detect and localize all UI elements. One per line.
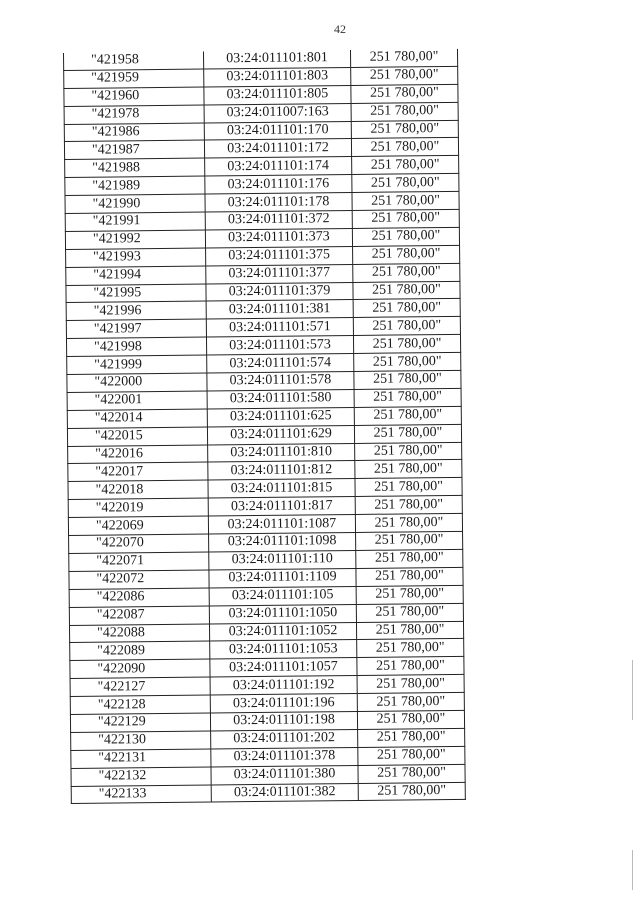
- cadastral-number-cell: 03:24:011101:377: [206, 264, 353, 283]
- amount-cell: 251 780,00": [355, 442, 462, 461]
- cadastral-number-cell: 03:24:011101:380: [211, 765, 358, 784]
- cadastral-number-cell: 03:24:011101:202: [211, 729, 358, 748]
- cadastral-number-cell: 03:24:011101:110: [209, 550, 356, 569]
- cadastral-number-cell: 03:24:011101:1057: [210, 658, 357, 677]
- cadastral-number-cell: 03:24:011101:196: [210, 694, 357, 713]
- amount-cell: 251 780,00": [355, 460, 462, 479]
- cadastral-number-cell: 03:24:011101:373: [205, 228, 352, 247]
- cadastral-number-cell: 03:24:011101:375: [206, 246, 353, 265]
- registry-table-body: [63, 49, 465, 804]
- cadastral-number-cell: 03:24:011101:174: [205, 157, 352, 176]
- plot-code-cell: "421978: [64, 105, 204, 124]
- amount-cell: 251 780,00": [353, 281, 460, 300]
- plot-code-cell: "422132: [71, 767, 211, 786]
- cadastral-number-cell: 03:24:011101:198: [210, 711, 357, 730]
- plot-code-cell: "422016: [68, 445, 208, 464]
- plot-code-cell: "421991: [65, 212, 205, 231]
- plot-code-cell: "421987: [64, 140, 204, 159]
- plot-code-cell: "421989: [65, 176, 205, 195]
- cadastral-number-cell: 03:24:011101:815: [208, 479, 355, 498]
- plot-code-cell: "422088: [69, 623, 209, 642]
- cadastral-number-cell: 03:24:011101:574: [207, 354, 354, 373]
- plot-code-cell: "422090: [70, 659, 210, 678]
- plot-code-cell: "421993: [66, 248, 206, 267]
- cadastral-number-cell: 03:24:011101:810: [208, 443, 355, 462]
- amount-cell: 251 780,00": [352, 174, 459, 193]
- cadastral-number-cell: 03:24:011101:1109: [209, 568, 356, 587]
- cadastral-number-cell: 03:24:011101:379: [206, 282, 353, 301]
- cadastral-number-cell: 03:24:011101:1052: [209, 622, 356, 641]
- cadastral-number-cell: 03:24:011101:372: [205, 210, 352, 229]
- plot-code-cell: "421997: [66, 319, 206, 338]
- amount-cell: 251 780,00": [354, 352, 461, 371]
- amount-cell: 251 780,00": [356, 531, 463, 550]
- cadastral-number-cell: 03:24:011101:178: [205, 193, 352, 212]
- plot-code-cell: "422070: [69, 534, 209, 553]
- cadastral-number-cell: 03:24:011101:578: [207, 372, 354, 391]
- cadastral-number-cell: 03:24:011101:192: [210, 676, 357, 695]
- plot-code-cell: "421958: [63, 52, 203, 71]
- page-number: 42: [334, 22, 346, 36]
- amount-cell: 251 780,00": [352, 227, 459, 246]
- plot-code-cell: "422071: [69, 552, 209, 571]
- plot-code-cell: "422087: [69, 606, 209, 625]
- cadastral-number-cell: 03:24:011101:105: [209, 586, 356, 605]
- amount-cell: 251 780,00": [355, 496, 462, 515]
- plot-code-cell: "422017: [68, 462, 208, 481]
- scan-edge-mark: [632, 660, 633, 720]
- cadastral-number-cell: 03:24:011101:803: [204, 67, 351, 86]
- cadastral-number-cell: 03:24:011101:1053: [210, 640, 357, 659]
- amount-cell: 251 780,00": [357, 657, 464, 676]
- scan-edge-mark: [632, 850, 633, 890]
- amount-cell: 251 780,00": [356, 549, 463, 568]
- plot-code-cell: "422131: [71, 749, 211, 768]
- plot-code-cell: "421988: [65, 158, 205, 177]
- plot-code-cell: "421994: [66, 266, 206, 285]
- cadastral-number-cell: 03:24:011101:571: [206, 318, 353, 337]
- plot-code-cell: "422127: [70, 677, 210, 696]
- plot-code-cell: "421996: [66, 301, 206, 320]
- cadastral-number-cell: 03:24:011101:625: [207, 407, 354, 426]
- table-row: [71, 782, 465, 804]
- cadastral-number-cell: 03:24:011101:805: [204, 85, 351, 104]
- plot-code-cell: "422129: [70, 713, 210, 732]
- cadastral-number-cell: 03:24:011101:573: [206, 336, 353, 355]
- amount-cell: 251 780,00": [355, 478, 462, 497]
- cadastral-number-cell: 03:24:011101:170: [204, 121, 351, 140]
- plot-code-cell: "422089: [70, 641, 210, 660]
- plot-code-cell: "422130: [71, 731, 211, 750]
- amount-cell: 251 780,00": [352, 191, 459, 210]
- cadastral-number-cell: 03:24:011101:176: [205, 175, 352, 194]
- amount-cell: 251 780,00": [354, 424, 461, 443]
- cadastral-number-cell: 03:24:011101:812: [208, 461, 355, 480]
- plot-code-cell: "421998: [66, 337, 206, 356]
- plot-code-cell: "422128: [70, 695, 210, 714]
- plot-code-cell: "422133: [71, 785, 211, 804]
- plot-code-cell: "421960: [64, 87, 204, 106]
- plot-code-cell: "421990: [65, 194, 205, 213]
- cadastral-number-cell: 03:24:011101:629: [207, 425, 354, 444]
- amount-cell: 251 780,00": [356, 567, 463, 586]
- amount-cell: 251 780,00": [356, 621, 463, 640]
- plot-code-cell: "421986: [64, 123, 204, 142]
- cadastral-number-cell: 03:24:011101:1087: [208, 515, 355, 534]
- plot-code-cell: "422000: [67, 373, 207, 392]
- cadastral-number-cell: 03:24:011101:378: [211, 747, 358, 766]
- amount-cell: 251 780,00": [358, 782, 465, 801]
- amount-cell: 251 780,00": [351, 120, 458, 139]
- amount-cell: 251 780,00": [354, 388, 461, 407]
- amount-cell: 251 780,00": [352, 209, 459, 228]
- amount-cell: 251 780,00": [357, 710, 464, 729]
- plot-code-cell: "422069: [68, 516, 208, 535]
- amount-cell: 251 780,00": [356, 585, 463, 604]
- cadastral-number-cell: 03:24:011101:817: [208, 497, 355, 516]
- plot-code-cell: "422019: [68, 498, 208, 517]
- amount-cell: 251 780,00": [351, 66, 458, 85]
- amount-cell: 251 780,00": [357, 675, 464, 694]
- amount-cell: 251 780,00": [353, 245, 460, 264]
- registry-table: [63, 49, 466, 805]
- plot-code-cell: "421995: [66, 284, 206, 303]
- amount-cell: 251 780,00": [353, 335, 460, 354]
- plot-code-cell: "421999: [67, 355, 207, 374]
- cadastral-number-cell: 03:24:011101:1098: [209, 533, 356, 552]
- plot-code-cell: "422014: [67, 409, 207, 428]
- plot-code-cell: "422072: [69, 570, 209, 589]
- amount-cell: 251 780,00": [351, 84, 458, 103]
- amount-cell: 251 780,00": [354, 370, 461, 389]
- amount-cell: 251 780,00": [350, 49, 457, 68]
- amount-cell: 251 780,00": [353, 263, 460, 282]
- plot-code-cell: "422086: [69, 588, 209, 607]
- cadastral-number-cell: 03:24:011101:382: [211, 783, 358, 802]
- amount-cell: 251 780,00": [353, 317, 460, 336]
- cadastral-number-cell: 03:24:011101:1050: [209, 604, 356, 623]
- plot-code-cell: "421992: [65, 230, 205, 249]
- amount-cell: 251 780,00": [358, 746, 465, 765]
- amount-cell: 251 780,00": [353, 299, 460, 318]
- amount-cell: 251 780,00": [351, 138, 458, 157]
- plot-code-cell: "422018: [68, 480, 208, 499]
- cadastral-number-cell: 03:24:011101:381: [206, 300, 353, 319]
- plot-code-cell: "422001: [67, 391, 207, 410]
- amount-cell: 251 780,00": [357, 692, 464, 711]
- amount-cell: 251 780,00": [355, 513, 462, 532]
- amount-cell: 251 780,00": [356, 603, 463, 622]
- cadastral-number-cell: 03:24:011101:172: [204, 139, 351, 158]
- cadastral-number-cell: 03:24:011101:580: [207, 389, 354, 408]
- cadastral-number-cell: 03:24:011101:801: [203, 50, 350, 69]
- plot-code-cell: "422015: [67, 427, 207, 446]
- amount-cell: 251 780,00": [352, 156, 459, 175]
- amount-cell: 251 780,00": [354, 406, 461, 425]
- plot-code-cell: "421959: [64, 69, 204, 88]
- amount-cell: 251 780,00": [358, 728, 465, 747]
- amount-cell: 251 780,00": [358, 764, 465, 783]
- amount-cell: 251 780,00": [351, 102, 458, 121]
- cadastral-number-cell: 03:24:011007:163: [204, 103, 351, 122]
- amount-cell: 251 780,00": [357, 639, 464, 658]
